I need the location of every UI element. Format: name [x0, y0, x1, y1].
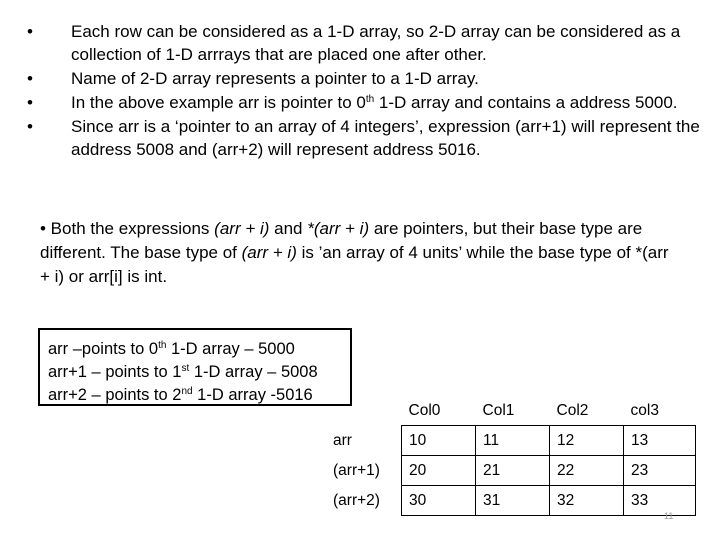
bullet-item: • Since arr is a ‘pointer to an array of 4 integers’, expression (arr+1) will represent the address 5008 and (arr+2) will represent address 5016.: [27, 117, 700, 159]
row-label: (arr+1): [333, 461, 380, 479]
array-table: [325, 396, 696, 516]
table-cell: 30: [402, 486, 476, 516]
table-row: [325, 486, 696, 516]
row-label: arr: [333, 431, 352, 449]
column-header: Col2: [556, 401, 589, 419]
box-line: arr –points to 0th 1-D array – 5000: [48, 340, 295, 358]
box-line: arr+2 – points to 2nd 1-D array -5016: [48, 386, 313, 404]
table-cell: 22: [550, 456, 624, 486]
table-row: [325, 426, 696, 456]
bullet-dot: •: [27, 117, 33, 136]
table-cell: 20: [402, 456, 476, 486]
bullet-item: • Name of 2-D array represents a pointer to a 1-D array.: [27, 69, 479, 88]
bullet-item: • Each row can be considered as a 1-D array, so 2-D array can be considered as a collection of 1-D arrrays that are placed one after other.: [27, 22, 681, 64]
table-cell: 21: [476, 456, 550, 486]
bullet-dot: •: [27, 22, 33, 41]
column-header: Col1: [482, 401, 515, 419]
bullet-list: [27, 20, 707, 162]
expression-paragraph: • Both the expressions (arr + i) and *(arr + i) are pointers, but their base type are different. The base type of (arr + i) is ’an array of 4 units’ while the base type of *(arr + i) or arr[i] is int.: [40, 219, 669, 286]
column-header: Col0: [408, 401, 441, 419]
corner-cell: [325, 396, 402, 426]
column-header: col3: [630, 401, 659, 419]
table-cell: 23: [624, 456, 696, 486]
table-header-row: [325, 396, 696, 426]
table-cell: 13: [624, 426, 696, 456]
page-number: 11: [664, 511, 674, 521]
table-row: [325, 456, 696, 486]
table-cell: 31: [476, 486, 550, 516]
table-cell: 10: [402, 426, 476, 456]
box-line: arr+1 – points to 1st 1-D array – 5008: [48, 363, 318, 381]
table-cell: 11: [476, 426, 550, 456]
bullet-dot: •: [27, 69, 33, 88]
bullet-dot: •: [27, 93, 33, 112]
table-cell: 12: [550, 426, 624, 456]
pointer-summary-box: [38, 328, 352, 406]
table-cell: 33: [624, 486, 696, 516]
bullet-item: • In the above example arr is pointer to 0th 1-D array and contains a address 5000.: [27, 93, 678, 112]
table-cell: 32: [550, 486, 624, 516]
row-label: (arr+2): [333, 491, 380, 509]
